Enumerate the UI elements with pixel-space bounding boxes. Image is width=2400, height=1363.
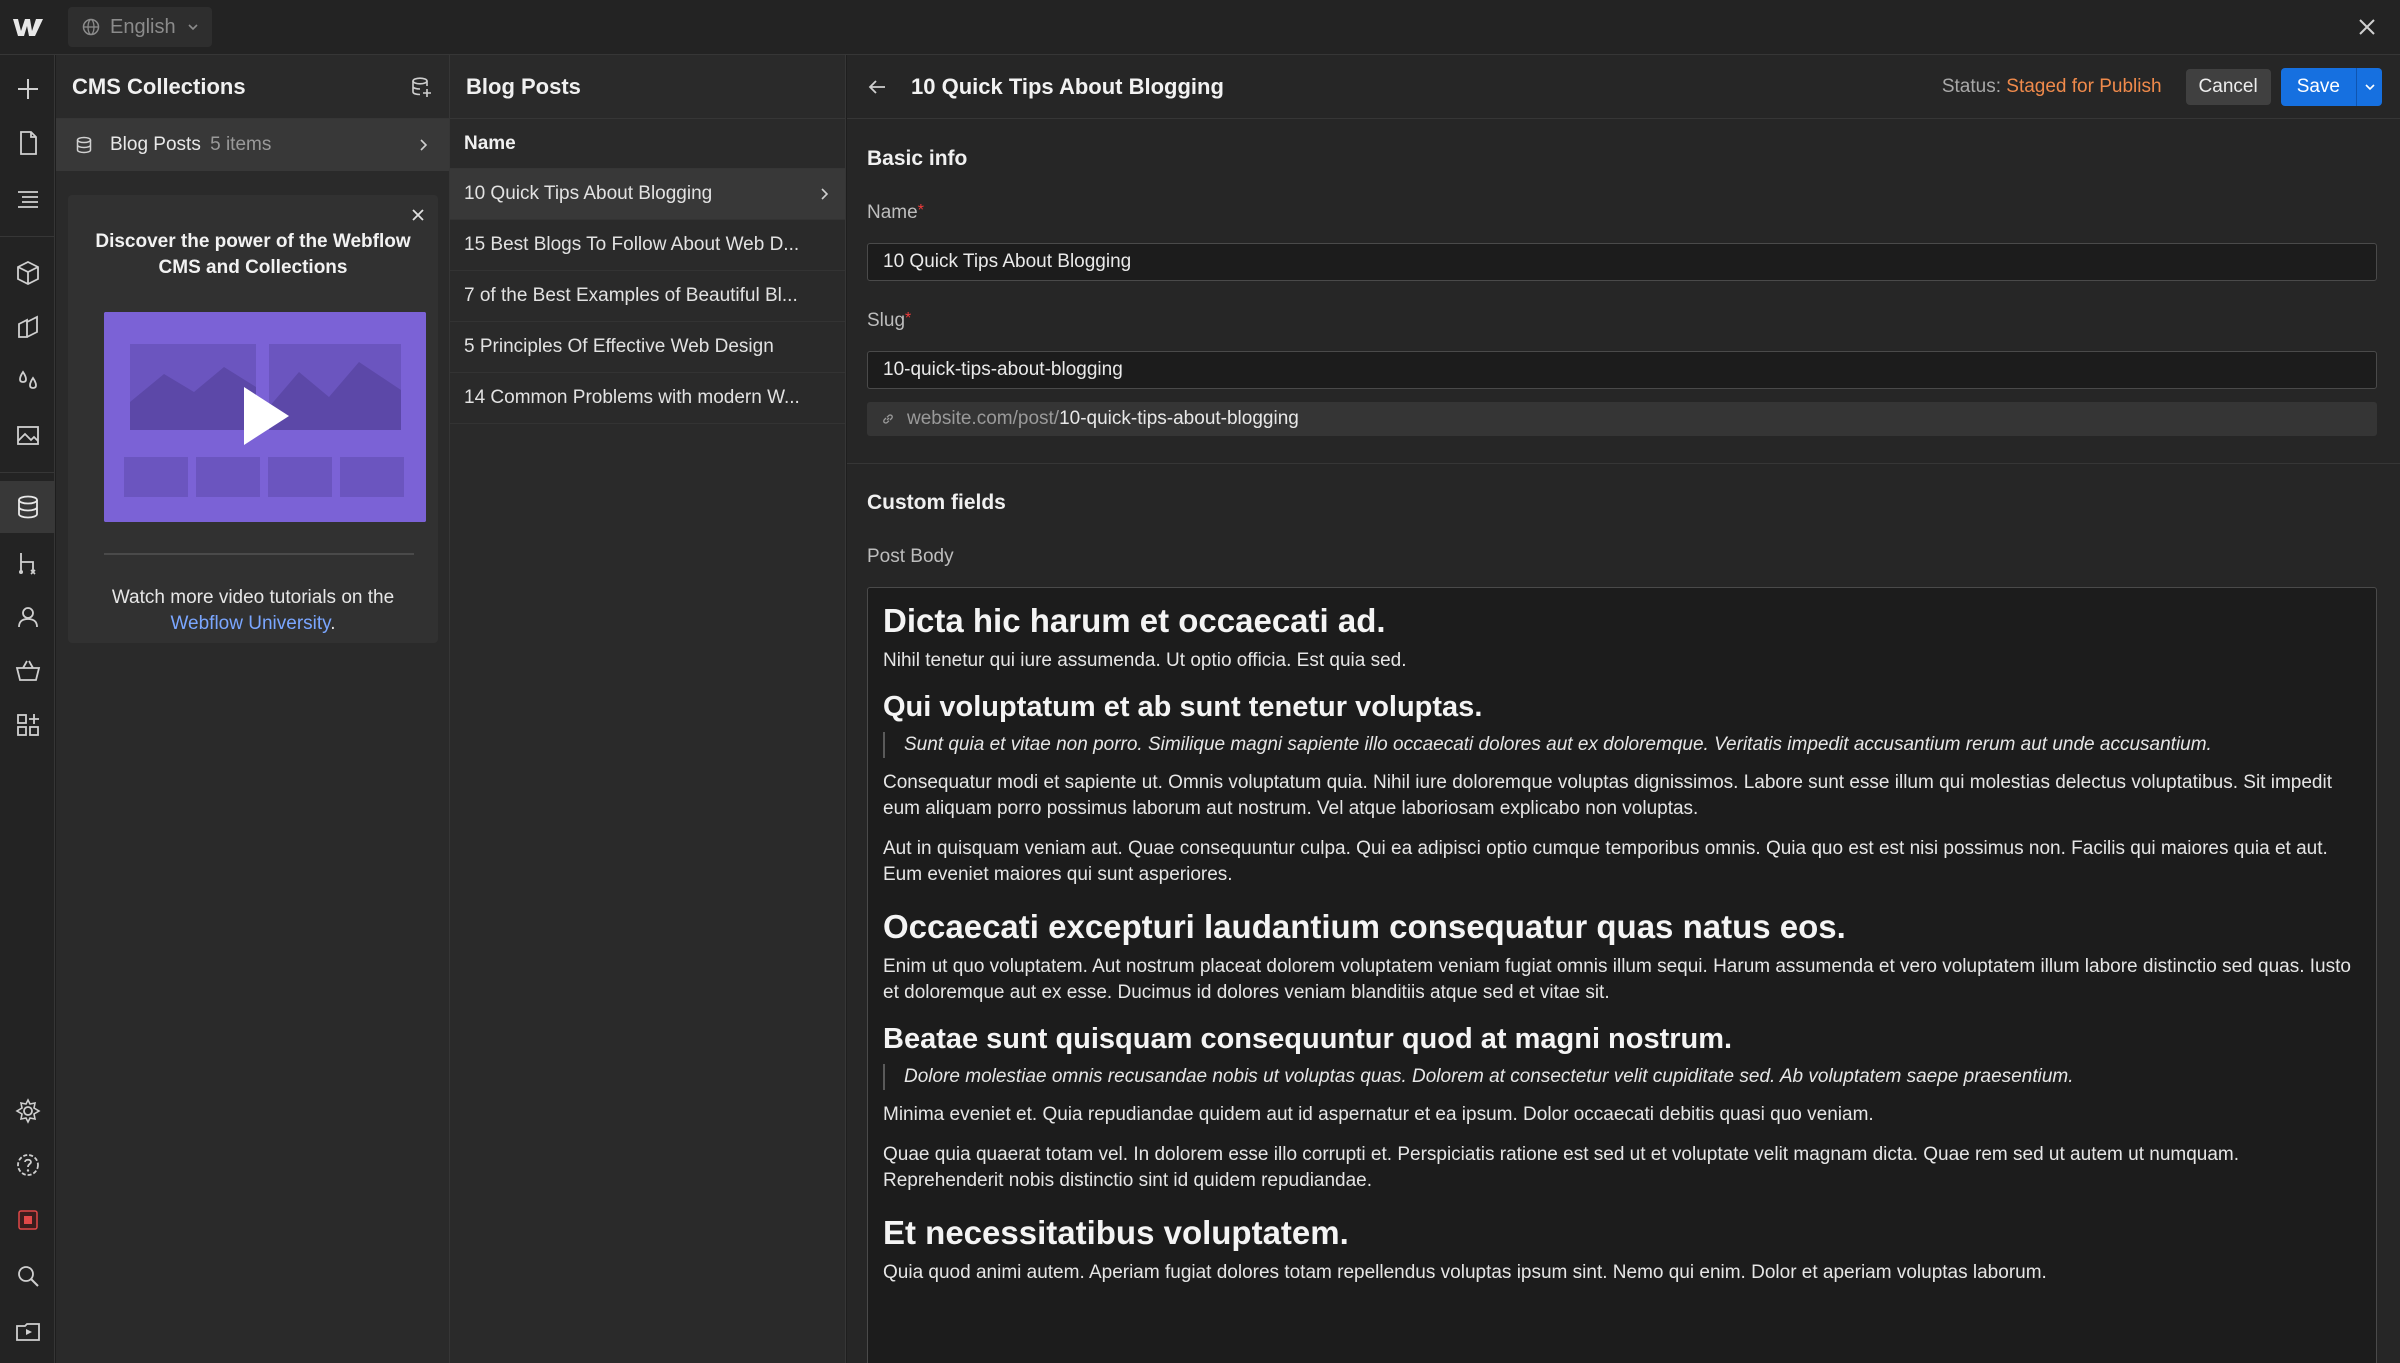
search-icon[interactable] <box>0 1250 55 1302</box>
tutorial-video-thumbnail[interactable] <box>104 312 426 522</box>
help-icon[interactable] <box>0 1139 55 1191</box>
rail-divider <box>0 472 55 473</box>
rich-text-heading: Et necessitatibus voluptatem. <box>883 1214 1349 1251</box>
list-item-label: 15 Best Blogs To Follow About Web D... <box>464 234 800 255</box>
required-asterisk: * <box>905 310 912 327</box>
list-item-label: 5 Principles Of Effective Web Design <box>464 336 774 357</box>
slug-url-prefix: website.com/post/ <box>907 408 1060 429</box>
promo-footer <box>88 585 418 637</box>
chevron-down-icon <box>186 20 200 34</box>
close-icon[interactable] <box>410 207 426 223</box>
editor-header <box>847 55 2400 119</box>
navigator-icon[interactable] <box>0 173 55 225</box>
post-body-rich-text-editor[interactable] <box>867 587 2377 1363</box>
cms-icon[interactable] <box>0 481 55 533</box>
rich-text-paragraph: Enim ut quo voluptatem. Aut nostrum placeat dolorem voluptatem veniam fugiat omnis illum sequi. Harum assumenda et vero voluptatem illum labore distinctio sed quas. Iusto et doloremque aut ex esse. Ducimus id dolores veniam blanditiis atque sed et vitae sit. <box>883 956 2351 1003</box>
name-label <box>867 202 924 224</box>
add-collection-icon[interactable] <box>409 75 433 99</box>
list-item[interactable] <box>450 169 845 220</box>
list-item-label: 7 of the Best Examples of Beautiful Bl... <box>464 285 798 306</box>
list-item-label: 10 Quick Tips About Blogging <box>464 183 713 204</box>
promo-divider <box>104 553 414 555</box>
editor-title: 10 Quick Tips About Blogging <box>911 73 1224 99</box>
name-value: 10 Quick Tips About Blogging <box>883 251 1132 272</box>
users-icon[interactable] <box>0 591 55 643</box>
settings-icon[interactable] <box>0 1085 55 1137</box>
pages-icon[interactable] <box>0 117 55 169</box>
rich-text-blockquote: Sunt quia et vitae non porro. Similique magni sapiente illo occaecati dolores aut ex doloremque. Veritatis impedit accusantium rerum aut unde accusantium. <box>883 732 2361 758</box>
database-icon <box>74 135 94 155</box>
post-body-label: Post Body <box>867 546 954 567</box>
rich-text-heading: Qui voluptatum et ab sunt tenetur voluptas. <box>883 691 1483 723</box>
save-options-dropdown[interactable] <box>2356 68 2382 106</box>
language-label: English <box>110 15 176 38</box>
rich-text-paragraph: Quae quia quaerat totam vel. In dolorem esse illo corrupti et. Perspiciatis ratione est sed ut et voluptate velit magnam dicta. Quae rem sed ut autem ut numquam. Reprehenderit nobis distinctio sint id quidem repudiandae. <box>883 1144 2240 1191</box>
globe-icon <box>82 18 100 36</box>
basic-info-title: Basic info <box>867 147 968 170</box>
rich-text-paragraph: Consequatur modi et sapiente ut. Omnis voluptatum quia. Nihil iure doloremque voluptas dignissimos. Labore sunt esse illum qui molestias delectus voluptatibus. Sit impedit eum aliquam porro possimus laborum aut nostrum. Vel atque laboriosam explicabo non voluptas. <box>883 772 2332 819</box>
column-header-name[interactable]: Name <box>450 119 845 169</box>
status-label: Status: <box>1941 75 2001 97</box>
rail-divider <box>0 236 55 237</box>
logic-icon[interactable] <box>0 537 55 589</box>
rich-text-paragraph: Minima eveniet et. Quia repudiandae quidem aut id aspernatur et ea ipsum. Dolor occaecati debitis quasi quo veniam. <box>883 1104 1874 1125</box>
chevron-right-icon <box>415 137 431 153</box>
slug-url-preview <box>867 402 2377 436</box>
blog-posts-panel <box>450 55 846 1363</box>
record-icon[interactable] <box>0 1194 55 1246</box>
cancel-button[interactable]: Cancel <box>2186 69 2271 105</box>
chevron-down-icon <box>2364 81 2376 93</box>
assets-icon[interactable] <box>0 409 55 461</box>
slug-value: 10-quick-tips-about-blogging <box>883 359 1123 380</box>
language-selector[interactable] <box>68 7 212 47</box>
list-item-label: 14 Common Problems with modern W... <box>464 387 800 408</box>
promo-footer-end: . <box>330 613 336 634</box>
status-badge <box>1942 76 2162 98</box>
save-button[interactable]: Save <box>2281 68 2356 106</box>
name-field[interactable] <box>867 243 2377 281</box>
rich-text-paragraph: Aut in quisquam veniam aut. Quae consequuntur culpa. Qui ea adipisci optio cumque temporibus omnis. Quia quo est est nisi possimus non. Facilis qui maiores quia et aut. Eum eveniet maiores qui sunt asperiores. <box>883 838 2328 885</box>
ecommerce-icon[interactable] <box>0 645 55 697</box>
blog-posts-header: Blog Posts <box>450 55 845 119</box>
name-label-text: Name <box>867 202 918 223</box>
custom-fields-title: Custom fields <box>867 491 1006 514</box>
section-divider <box>847 463 2400 464</box>
promo-footer-text: Watch more video tutorials on the <box>111 587 395 608</box>
slug-url-suffix: 10-quick-tips-about-blogging <box>1059 408 1299 429</box>
video-tutorials-icon[interactable] <box>0 1305 55 1357</box>
panel-title: CMS Collections <box>72 73 246 99</box>
left-icon-rail <box>0 55 55 1363</box>
rich-text-heading: Beatae sunt quisquam consequuntur quod at magni nostrum. <box>883 1023 1733 1055</box>
collection-name: Blog Posts <box>110 134 201 155</box>
collection-count: 5 items <box>210 134 272 155</box>
item-editor <box>847 55 2400 1363</box>
rich-text-blockquote: Dolore molestiae omnis recusandae nobis ut voluptas quas. Dolorem at consectetur velit cupiditate sed. Ab voluptatem saepe praesentium. <box>883 1064 2361 1090</box>
chevron-right-icon <box>817 187 831 201</box>
webflow-logo-icon[interactable] <box>12 14 44 40</box>
status-value: Staged for Publish <box>2006 75 2162 97</box>
cms-collections-panel <box>56 55 450 1363</box>
list-item[interactable] <box>450 220 845 271</box>
back-arrow-icon[interactable] <box>865 75 889 99</box>
cms-promo-card <box>68 195 438 643</box>
required-asterisk: * <box>917 202 924 219</box>
link-icon <box>881 412 895 426</box>
rich-text-heading: Dicta hic harum et occaecati ad. <box>883 602 1386 639</box>
cms-collections-header <box>56 55 449 119</box>
slug-field[interactable] <box>867 351 2377 389</box>
rich-text-paragraph: Quia quod animi autem. Aperiam fugiat dolores totam repellendus voluptas ipsum sint. Nemo qui enim. Dolor et aperiam voluptas laborum. <box>883 1262 2047 1283</box>
close-icon[interactable] <box>2356 16 2378 38</box>
top-bar <box>0 0 2400 55</box>
list-item[interactable] <box>450 322 845 373</box>
webflow-university-link[interactable]: Webflow University <box>170 613 331 634</box>
slug-label <box>867 310 911 332</box>
slug-label-text: Slug <box>867 310 906 331</box>
rich-text-heading: Occaecati excepturi laudantium consequatur quas natus eos. <box>883 908 1846 945</box>
variables-icon[interactable] <box>0 355 55 407</box>
apps-icon[interactable] <box>0 699 55 751</box>
promo-heading: Discover the power of the Webflow CMS and Collections <box>95 231 411 278</box>
list-item[interactable] <box>450 271 845 322</box>
add-icon[interactable] <box>0 63 55 115</box>
style-selectors-icon[interactable] <box>0 301 55 353</box>
list-item[interactable] <box>450 373 845 424</box>
components-icon[interactable] <box>0 247 55 299</box>
collection-row-blog-posts[interactable] <box>56 119 449 171</box>
rich-text-paragraph: Nihil tenetur qui iure assumenda. Ut optio officia. Est quia sed. <box>883 650 1407 671</box>
